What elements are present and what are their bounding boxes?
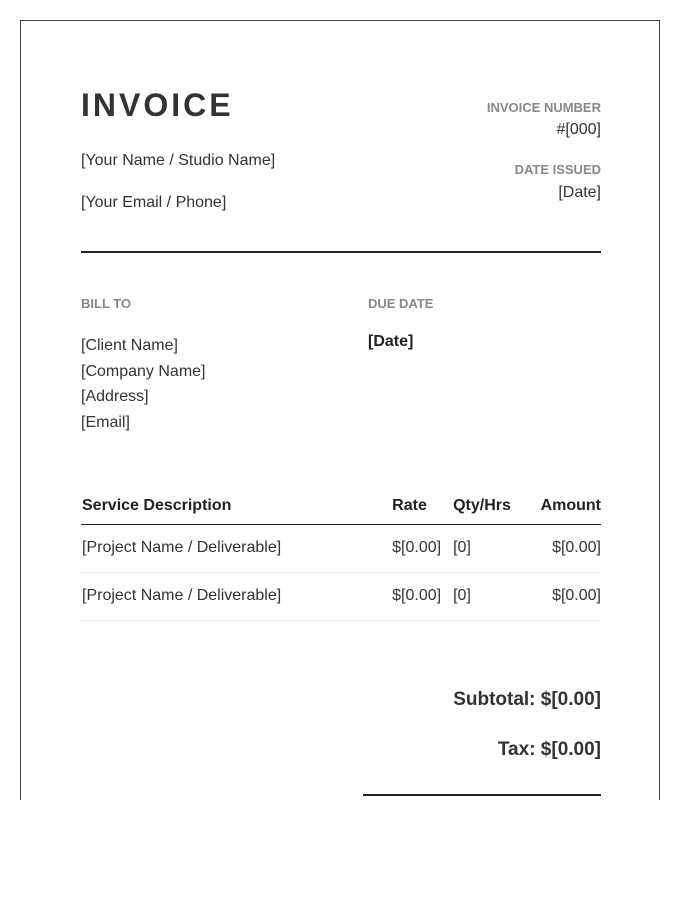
due-date-value: [Date] bbox=[368, 333, 414, 350]
header-qty-hrs: Qty/Hrs bbox=[453, 489, 529, 525]
bill-to-email: [Email] bbox=[81, 414, 130, 432]
invoice-number-value: #[000] bbox=[556, 121, 601, 138]
header-service-description: Service Description bbox=[81, 489, 392, 525]
bill-to-label: BILL TO bbox=[81, 296, 132, 311]
bill-to-block bbox=[81, 333, 206, 436]
date-issued-value: [Date] bbox=[558, 184, 601, 201]
bill-to-address: [Address] bbox=[81, 388, 149, 406]
due-date-label: DUE DATE bbox=[368, 296, 434, 311]
invoice-number-label: INVOICE NUMBER bbox=[486, 100, 601, 115]
cell-rate: $[0.00] bbox=[392, 573, 453, 621]
line-items-table bbox=[81, 489, 601, 621]
cell-rate: $[0.00] bbox=[392, 525, 453, 573]
bill-to-client-name: [Client Name] bbox=[81, 337, 178, 354]
cell-amount: $[0.00] bbox=[529, 525, 601, 573]
bill-to-company-name: [Company Name] bbox=[81, 362, 206, 380]
sender-contact: [Your Email / Phone] bbox=[81, 194, 227, 211]
subtotal: Subtotal: $[0.00] bbox=[453, 689, 601, 710]
header-divider bbox=[81, 251, 601, 253]
cell-qty: [0] bbox=[453, 573, 529, 621]
header-amount: Amount bbox=[529, 489, 601, 525]
tax-total: Tax: $[0.00] bbox=[497, 739, 601, 760]
cell-qty: [0] bbox=[453, 525, 529, 573]
sender-name: [Your Name / Studio Name] bbox=[81, 152, 276, 169]
table-row bbox=[81, 525, 601, 573]
cell-description: [Project Name / Deliverable] bbox=[81, 525, 392, 573]
cell-amount: $[0.00] bbox=[529, 573, 601, 621]
total-divider bbox=[363, 794, 601, 796]
date-issued-label: DATE ISSUED bbox=[514, 162, 601, 177]
cell-description: [Project Name / Deliverable] bbox=[81, 573, 392, 621]
invoice-page bbox=[20, 20, 660, 800]
table-row bbox=[81, 573, 601, 621]
header-rate: Rate bbox=[392, 489, 453, 525]
invoice-title: INVOICE bbox=[81, 87, 234, 123]
table-header-row bbox=[81, 489, 601, 525]
